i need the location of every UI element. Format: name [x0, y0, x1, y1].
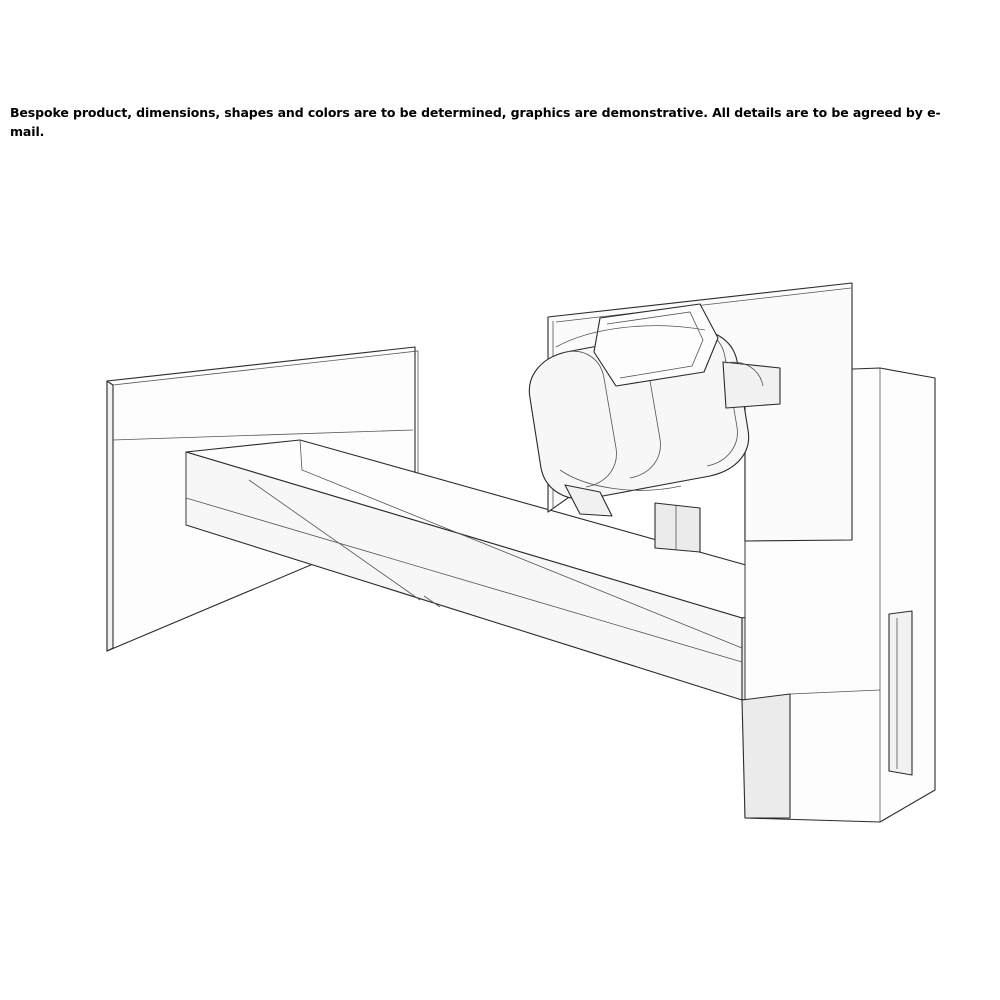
disclaimer-text: Bespoke product, dimensions, shapes and colors are to be determined, graphics are demonstrative. All details are to be agreed by e-mail.: [10, 105, 941, 140]
